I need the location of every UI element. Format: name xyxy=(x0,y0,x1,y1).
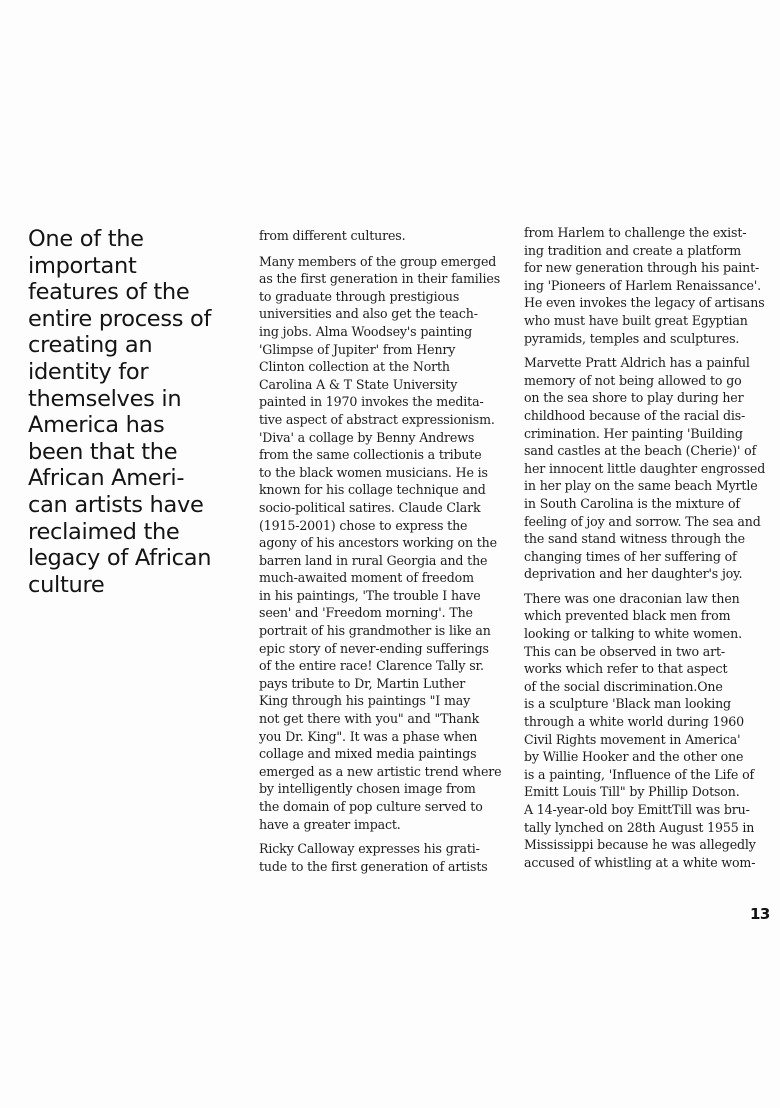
text-line: crimination. Her painting 'Building xyxy=(524,425,743,441)
text-line: 'Diva' a collage by Benny Andrews xyxy=(259,429,475,445)
text-line: her innocent little daughter engrossed xyxy=(524,460,766,476)
text-line: tude to the first generation of artists xyxy=(259,858,488,874)
text-line: Marvette Pratt Aldrich has a painful xyxy=(524,355,750,371)
text-line: There was one draconian law then xyxy=(524,590,740,606)
pull-quote-line: One of the xyxy=(28,226,144,252)
text-line: who must have built great Egyptian xyxy=(524,312,748,328)
text-line: Emitt Louis Till" by Phillip Dotson. xyxy=(524,784,740,800)
paragraph xyxy=(524,224,776,347)
pull-quote-line: themselves in xyxy=(28,385,182,412)
text-line: ing 'Pioneers of Harlem Renaissance'. xyxy=(524,277,761,293)
text-line: Mississippi because he was allegedly xyxy=(524,837,756,853)
text-line: epic story of never-ending sufferings xyxy=(259,640,489,656)
text-line: ing jobs. Alma Woodsey's painting xyxy=(259,323,473,339)
text-column-2 xyxy=(524,224,776,878)
text-line: through a white world during 1960 xyxy=(524,714,744,730)
paragraph xyxy=(259,840,509,875)
text-line: from different cultures. xyxy=(259,228,406,243)
text-line: by intelligently chosen image from xyxy=(259,781,476,797)
text-line: Civil Rights movement in America' xyxy=(524,731,741,747)
text-line: the sand stand witness through the xyxy=(524,531,745,547)
text-line: in South Carolina is the mixture of xyxy=(524,495,740,511)
text-line: 'Glimpse of Jupiter' from Henry xyxy=(259,341,456,357)
text-line: seen' and 'Freedom morning'. The xyxy=(259,605,473,621)
text-line: you Dr. King". It was a phase when xyxy=(259,728,478,744)
text-line: painted in 1970 invokes the medita- xyxy=(259,394,484,410)
paragraph xyxy=(524,590,776,872)
text-line: A 14-year-old boy EmittTill was bru- xyxy=(524,802,750,817)
text-line: ing tradition and create a platform xyxy=(524,242,742,258)
pull-quote-line: been that the xyxy=(28,438,178,465)
text-line: tally lynched on 28th August 1955 in xyxy=(524,819,755,835)
text-line: He even invokes the legacy of artisans xyxy=(524,295,765,311)
text-line: emerged as a new artistic trend where xyxy=(259,763,502,779)
text-line: have a greater impact. xyxy=(259,816,401,832)
text-line: is a painting, 'Influence of the Life of xyxy=(524,766,755,782)
pull-quote-line: important xyxy=(28,252,137,279)
text-line: for new generation through his paint- xyxy=(524,260,760,276)
text-line: (1915-2001) chose to express the xyxy=(259,517,468,533)
text-line: feeling of joy and sorrow. The sea and xyxy=(524,513,761,529)
paragraph xyxy=(524,354,776,583)
pull-quote-line: can artists have xyxy=(28,491,204,518)
text-line: on the sea shore to play during her xyxy=(524,390,744,406)
pull-quote xyxy=(28,226,243,598)
text-line: portrait of his grandmother is like an xyxy=(259,623,491,639)
text-line: works which refer to that aspect xyxy=(524,661,728,677)
pull-quote-line: identity for xyxy=(28,358,149,385)
text-line: of the entire race! Clarence Tally sr. xyxy=(259,658,484,674)
pull-quote-line: African Ameri- xyxy=(28,465,185,492)
text-line: to graduate through prestigious xyxy=(259,288,460,304)
text-line: from the same collectionis a tribute xyxy=(259,447,482,463)
text-line: accused of whistling at a white wom- xyxy=(524,854,756,870)
paragraph xyxy=(259,227,509,245)
text-line: known for his collage technique and xyxy=(259,482,486,498)
text-line: in his paintings, 'The trouble I have xyxy=(259,587,481,603)
text-line: King through his paintings "I may xyxy=(259,693,471,709)
text-line: looking or talking to white women. xyxy=(524,626,742,642)
text-line: collage and mixed media paintings xyxy=(259,746,477,762)
text-line: Carolina A & T State University xyxy=(259,376,458,392)
text-line: socio-political satires. Claude Clark xyxy=(259,499,481,515)
pull-quote-line: entire process of xyxy=(28,305,212,332)
text-line: memory of not being allowed to go xyxy=(524,372,742,388)
text-column-1 xyxy=(259,227,509,882)
pull-quote-line: culture xyxy=(28,571,105,598)
text-line: much-awaited moment of freedom xyxy=(259,570,474,586)
text-line: the domain of pop culture served to xyxy=(259,799,483,814)
text-line: which prevented black men from xyxy=(524,608,731,624)
text-line: sand castles at the beach (Cherie)' of xyxy=(524,443,757,459)
text-line: pays tribute to Dr, Martin Luther xyxy=(259,675,466,691)
text-line: This can be observed in two art- xyxy=(524,643,726,659)
text-line: Many members of the group emerged xyxy=(259,253,497,269)
text-line: as the first generation in their families xyxy=(259,271,501,287)
text-line: Clinton collection at the North xyxy=(259,359,450,375)
text-line: of the social discrimination.One xyxy=(524,678,723,694)
text-line: in her play on the same beach Myrtle xyxy=(524,478,758,494)
text-line: childhood because of the racial dis- xyxy=(524,407,746,423)
text-line: pyramids, temples and sculptures. xyxy=(524,330,740,346)
text-line: deprivation and her daughter's joy. xyxy=(524,566,743,582)
pull-quote-line: creating an xyxy=(28,332,153,359)
text-line: agony of his ancestors working on the xyxy=(259,535,497,551)
text-line: Ricky Calloway expresses his grati- xyxy=(259,841,480,857)
pull-quote-line: reclaimed the xyxy=(28,518,180,545)
text-line: universities and also get the teach- xyxy=(259,306,478,322)
paragraph xyxy=(259,253,509,834)
text-line: by Willie Hooker and the other one xyxy=(524,749,744,765)
text-line: changing times of her suffering of xyxy=(524,548,737,564)
text-line: tive aspect of abstract expressionism. xyxy=(259,411,495,427)
pull-quote-line: America has xyxy=(28,412,165,439)
text-line: to the black women musicians. He is xyxy=(259,464,488,480)
pull-quote-line: features of the xyxy=(28,279,190,306)
text-line: from Harlem to challenge the exist- xyxy=(524,225,747,240)
page-number: 13 xyxy=(750,905,770,923)
pull-quote-line: legacy of African xyxy=(28,545,212,572)
text-line: not get there with you" and "Thank xyxy=(259,711,480,727)
text-line: is a sculpture 'Black man looking xyxy=(524,696,731,712)
text-line: barren land in rural Georgia and the xyxy=(259,552,488,568)
